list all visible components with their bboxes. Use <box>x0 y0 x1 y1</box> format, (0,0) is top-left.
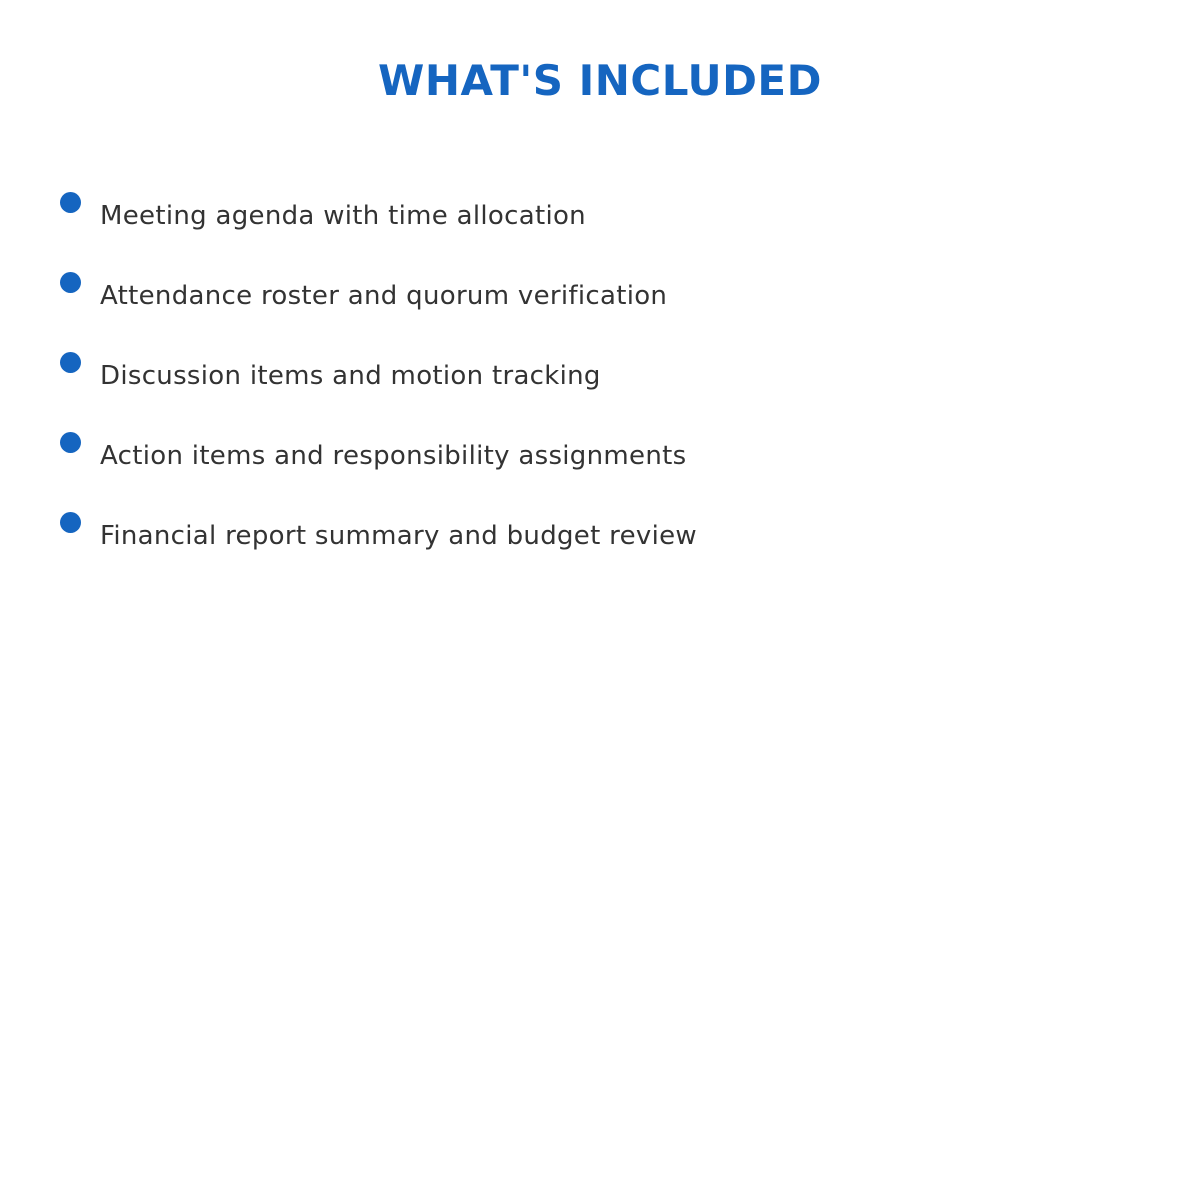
bullet-icon <box>60 192 81 213</box>
list-item <box>60 190 697 270</box>
list-item <box>60 270 697 350</box>
list-item <box>60 350 697 430</box>
bullet-icon <box>60 352 81 373</box>
list-item <box>60 510 697 590</box>
list-item-text: Financial report summary and budget review <box>100 521 697 551</box>
bullet-icon <box>60 432 81 453</box>
list-item-text: Action items and responsibility assignments <box>100 441 687 471</box>
list-item-text: Discussion items and motion tracking <box>100 361 601 391</box>
included-items-list <box>60 190 697 590</box>
list-item <box>60 430 697 510</box>
page-title: WHAT'S INCLUDED <box>378 56 822 105</box>
list-item-text: Attendance roster and quorum verification <box>100 281 668 311</box>
list-item-text: Meeting agenda with time allocation <box>100 201 586 231</box>
bullet-icon <box>60 512 81 533</box>
bullet-icon <box>60 272 81 293</box>
